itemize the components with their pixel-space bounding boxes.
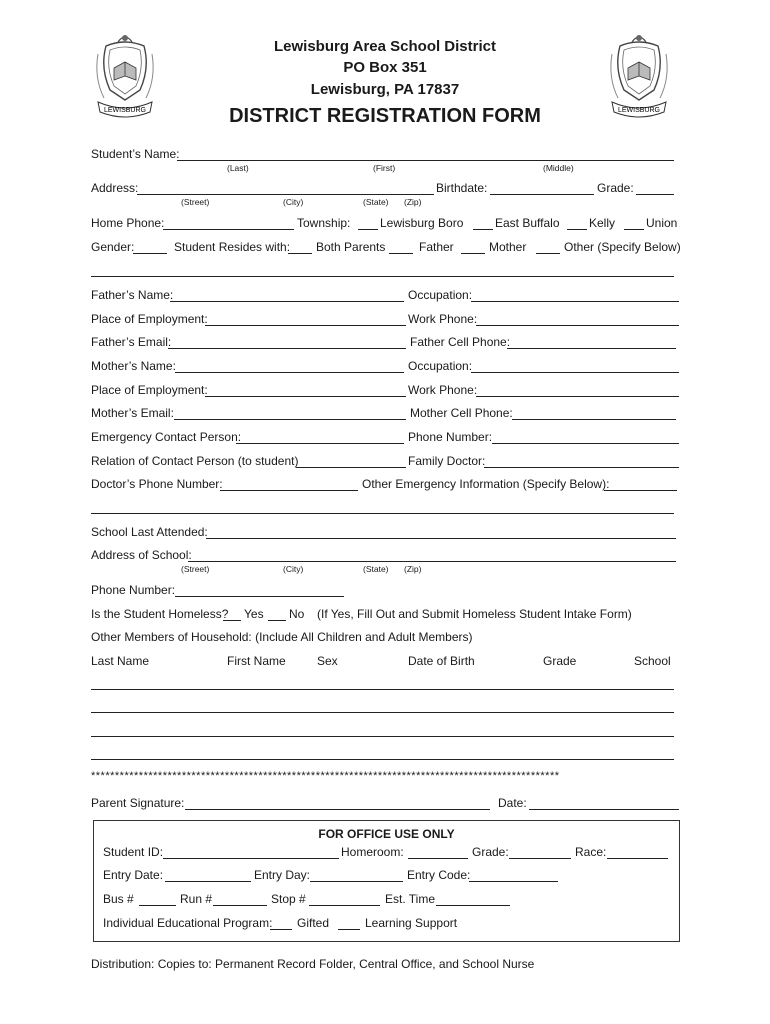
parent-signature-field[interactable] (185, 809, 490, 810)
address-field[interactable] (137, 194, 434, 195)
crest-text: LEWISBURG (103, 107, 147, 114)
emergency-contact-label: Emergency Contact Person: (91, 430, 242, 444)
office-stop-field[interactable] (309, 905, 380, 906)
student-name-label: Student’s Name: (91, 147, 180, 161)
office-entry-code-field[interactable] (469, 881, 558, 882)
other-emergency-field-2[interactable] (91, 513, 674, 514)
township-east-buffalo: East Buffalo (495, 216, 560, 230)
father-employment-label: Place of Employment: (91, 312, 208, 326)
resides-both-parents: Both Parents (316, 240, 386, 254)
office-title: FOR OFFICE USE ONLY (318, 827, 455, 841)
mother-occupation-label: Occupation: (408, 359, 473, 373)
home-phone-label: Home Phone: (91, 216, 165, 230)
resides-check-mother[interactable] (461, 253, 485, 254)
mother-email-field[interactable] (174, 419, 406, 420)
middle-caption: (Middle) (543, 163, 574, 173)
zip-caption: (Zip) (404, 197, 422, 207)
school-phone-label: Phone Number: (91, 583, 176, 597)
office-est-time-field[interactable] (436, 905, 510, 906)
school-last-attended-field[interactable] (206, 538, 676, 539)
father-cell-field[interactable] (507, 348, 676, 349)
col-date-of-birth: Date of Birth (408, 654, 475, 668)
resides-mother: Mother (489, 240, 527, 254)
gender-field[interactable] (133, 253, 167, 254)
school-address-label: Address of School: (91, 548, 192, 562)
district-name: Lewisburg Area School District (274, 38, 496, 55)
resides-label: Student Resides with: (174, 240, 291, 254)
birthdate-field[interactable] (490, 194, 594, 195)
col-school: School (634, 654, 671, 668)
distribution-note: Distribution: Copies to: Permanent Record Folder, Central Office, and School Nurse (91, 957, 535, 971)
office-gifted-check[interactable] (270, 929, 292, 930)
office-homeroom-field[interactable] (408, 858, 468, 859)
father-name-field[interactable] (170, 301, 404, 302)
last-caption: (Last) (227, 163, 249, 173)
office-bus-field[interactable] (139, 905, 176, 906)
father-work-phone-field[interactable] (476, 325, 679, 326)
father-name-label: Father’s Name: (91, 288, 174, 302)
gender-label: Gender: (91, 240, 135, 254)
emergency-phone-label: Phone Number: (408, 430, 493, 444)
grade-field[interactable] (636, 194, 674, 195)
school-zip-caption: (Zip) (404, 564, 422, 574)
township-union: Union (646, 216, 678, 230)
household-row-4[interactable] (91, 759, 674, 760)
signature-date-label: Date: (498, 796, 527, 810)
office-run-label: Run # (180, 892, 213, 906)
school-address-field[interactable] (188, 561, 676, 562)
separator: ************************************************************************************************** (91, 770, 560, 782)
mother-name-label: Mother’s Name: (91, 359, 176, 373)
family-doctor-field[interactable] (484, 467, 679, 468)
office-gifted-label: Gifted (297, 916, 330, 930)
mother-employment-label: Place of Employment: (91, 383, 208, 397)
township-lewisburg-boro: Lewisburg Boro (380, 216, 464, 230)
parent-signature-label: Parent Signature: (91, 796, 185, 810)
school-state-caption: (State) (363, 564, 389, 574)
resides-check-other[interactable] (536, 253, 560, 254)
office-race-field[interactable] (607, 858, 668, 859)
homeless-note: (If Yes, Fill Out and Submit Homeless Student Intake Form) (317, 607, 632, 621)
office-race-label: Race: (575, 845, 607, 859)
father-occupation-field[interactable] (471, 301, 679, 302)
mother-name-field[interactable] (175, 372, 404, 373)
household-row-2[interactable] (91, 712, 674, 713)
office-student-id-field[interactable] (163, 858, 339, 859)
homeless-no-check[interactable] (268, 620, 286, 621)
doctor-phone-field[interactable] (220, 490, 358, 491)
first-caption: (First) (373, 163, 396, 173)
township-kelly: Kelly (589, 216, 616, 230)
mother-email-label: Mother’s Email: (91, 406, 174, 420)
office-learning-support-check[interactable] (338, 929, 360, 930)
birthdate-label: Birthdate: (436, 181, 488, 195)
office-entry-day-label: Entry Day: (254, 868, 311, 882)
street-caption: (Street) (181, 197, 210, 207)
address-label: Address: (91, 181, 139, 195)
form-title: DISTRICT REGISTRATION FORM (229, 105, 541, 127)
office-iep-label: Individual Educational Program: (103, 916, 273, 930)
school-phone-field[interactable] (175, 596, 344, 597)
school-city-caption: (City) (283, 564, 304, 574)
household-row-3[interactable] (91, 736, 674, 737)
township-check-east-buffalo[interactable] (473, 229, 493, 230)
mother-work-phone-label: Work Phone: (408, 383, 478, 397)
township-label: Township: (297, 216, 351, 230)
office-est-time-label: Est. Time (385, 892, 436, 906)
state-caption: (State) (363, 197, 389, 207)
mother-employment-field[interactable] (205, 396, 406, 397)
crest-text: LEWISBURG (617, 107, 661, 114)
col-sex: Sex (317, 654, 338, 668)
school-last-attended-label: School Last Attended: (91, 525, 208, 539)
emergency-phone-field[interactable] (492, 443, 679, 444)
homeless-no-label: No (289, 607, 305, 621)
doctor-phone-label: Doctor’s Phone Number: (91, 477, 223, 491)
mother-occupation-field[interactable] (471, 372, 679, 373)
homeless-yes-check[interactable] (223, 620, 241, 621)
office-entry-date-label: Entry Date: (103, 868, 164, 882)
office-entry-day-field[interactable] (310, 881, 403, 882)
resides-father: Father (419, 240, 454, 254)
mother-cell-label: Mother Cell Phone: (410, 406, 513, 420)
student-name-field[interactable] (177, 160, 674, 161)
township-check-lewisburg[interactable] (358, 229, 378, 230)
township-check-kelly[interactable] (567, 229, 587, 230)
po-box: PO Box 351 (343, 59, 427, 76)
father-employment-field[interactable] (205, 325, 406, 326)
office-run-field[interactable] (213, 905, 267, 906)
office-learning-support-label: Learning Support (365, 916, 458, 930)
other-emergency-field[interactable] (604, 490, 677, 491)
father-occupation-label: Occupation: (408, 288, 473, 302)
other-specify-field[interactable] (91, 276, 674, 277)
mother-work-phone-field[interactable] (476, 396, 679, 397)
father-cell-label: Father Cell Phone: (410, 335, 511, 349)
father-work-phone-label: Work Phone: (408, 312, 478, 326)
col-grade: Grade (543, 654, 577, 668)
office-grade-field[interactable] (509, 858, 571, 859)
city-caption: (City) (283, 197, 304, 207)
office-entry-date-field[interactable] (165, 881, 251, 882)
relation-label: Relation of Contact Person (to student) (91, 454, 299, 468)
father-email-label: Father’s Email: (91, 335, 172, 349)
relation-field[interactable] (296, 467, 406, 468)
emergency-contact-field[interactable] (236, 443, 404, 444)
other-emergency-label: Other Emergency Information (Specify Below): (362, 477, 610, 491)
township-check-union[interactable] (624, 229, 644, 230)
homeless-question: Is the Student Homeless? (91, 607, 229, 621)
office-homeroom-label: Homeroom: (341, 845, 404, 859)
col-last-name: Last Name (91, 654, 150, 668)
home-phone-field[interactable] (163, 229, 294, 230)
col-first-name: First Name (227, 654, 286, 668)
resides-other: Other (Specify Below) (564, 240, 681, 254)
school-street-caption: (Street) (181, 564, 210, 574)
mother-cell-field[interactable] (512, 419, 676, 420)
office-bus-label: Bus # (103, 892, 134, 906)
household-label: Other Members of Household: (Include All Children and Adult Members) (91, 630, 473, 644)
resides-check-both[interactable] (288, 253, 312, 254)
office-stop-label: Stop # (271, 892, 306, 906)
homeless-yes-label: Yes (244, 607, 264, 621)
office-student-id-label: Student ID: (103, 845, 164, 859)
father-email-field[interactable] (168, 348, 406, 349)
household-row-1[interactable] (91, 689, 674, 690)
city-state-zip: Lewisburg, PA 17837 (310, 81, 460, 98)
resides-check-father[interactable] (389, 253, 413, 254)
office-entry-code-label: Entry Code: (407, 868, 471, 882)
office-grade-label: Grade: (472, 845, 509, 859)
grade-label: Grade: (597, 181, 634, 195)
family-doctor-label: Family Doctor: (408, 454, 486, 468)
signature-date-field[interactable] (529, 809, 679, 810)
